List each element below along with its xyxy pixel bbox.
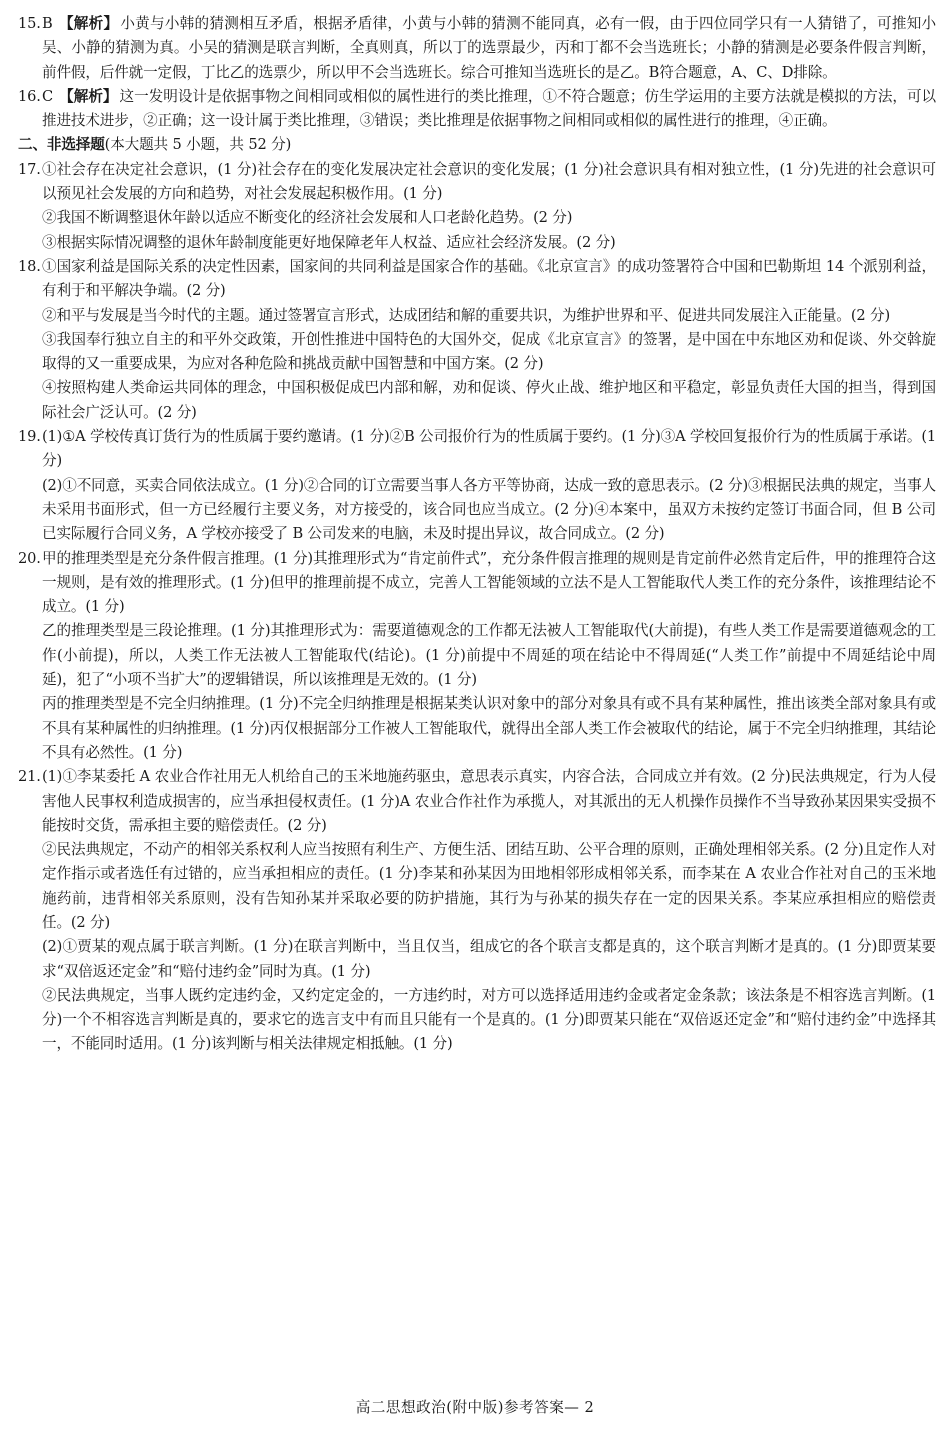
answer-content <box>18 12 936 1057</box>
answer-item-21 <box>18 765 936 1057</box>
answer-item-20 <box>18 547 936 766</box>
answer-item-15 <box>18 12 936 85</box>
item-number: 19. <box>18 428 41 446</box>
answer-item-18 <box>18 255 936 425</box>
item-number: 15. <box>18 15 41 32</box>
section-title: 二、非选择题 <box>18 136 105 154</box>
page-footer: 高二思想政治(附中版)参考答案— 2 <box>355 1399 595 1416</box>
answer-item-19 <box>18 425 936 546</box>
item-body <box>42 547 936 766</box>
answer-paragraph: ④按照构建人类命运共同体的理念，中国积极促成巴内部和解，劝和促谈、停火止战、维护地区和平稳定，彰显负责任大国的担当，得到国际社会广泛认可。(2 分) <box>42 379 936 421</box>
answer-paragraph: (2)①不同意，买卖合同依法成立。(1 分)②合同的订立需要当事人各方平等协商，达成一致的意思表示。(2 分)③根据民法典的规定，当事人未采用书面形式，但一方已经履行主要义务，对方接受的，该合同也应当成立。(2 分)④本案中，虽双方未按约定签订书面合同，但 B 公司已实际履行合同义务，A 学校亦接受了 B 公司发来的电脑，未及时提出异议，故合同成立。(2 分) <box>42 476 936 543</box>
item-body <box>42 425 936 546</box>
item-text <box>42 85 936 134</box>
analysis-text: 小黄与小韩的猜测相互矛盾，根据矛盾律，小黄与小韩的猜测不能同真，必有一假，由于四位同学只有一人猜错了，可推知小吴、小静的猜测为真。小吴的猜测是联言判断，全真则真，所以丁的选票最少，丙和丁都不会当选班长；小静的猜测是必要条件假言判断，前件假，后件就一定假，丁比乙的选票少，所以甲不会当选班长。综合可推知当选班长的是乙。B符合题意，A、C、D排除。 <box>42 15 936 81</box>
item-number: 18. <box>18 257 41 275</box>
analysis-tag: 【解析】 <box>58 15 119 32</box>
answer-paragraph: (2)①贾某的观点属于联言判断。(1 分)在联言判断中，当且仅当，组成它的各个联言支都是真的，这个联言判断才是真的。(1 分)即贾某要求“双倍返还定金”和“赔付违约金”同时为真。(1 分) <box>42 938 936 980</box>
item-body <box>42 158 936 255</box>
item-number: 21. <box>18 768 41 786</box>
answer-paragraph: ②我国不断调整退休年龄以适应不断变化的经济社会发展和人口老龄化趋势。(2 分) <box>42 209 573 227</box>
item-body <box>42 255 936 425</box>
item-text <box>42 12 936 85</box>
answer-paragraph: 甲的推理类型是充分条件假言推理。(1 分)其推理形式为“肯定前件式”，充分条件假言推理的规则是肯定前件必然肯定后件，甲的推理符合这一规则，是有效的推理形式。(1 分)但甲的推理前提不成立，完善人工智能领域的立法不是人工智能取代人类工作的充分条件，该推理结论不成立。(1 分) <box>42 549 936 616</box>
item-number: 20. <box>18 549 41 567</box>
answer-paragraph: (1)①A 学校传真订货行为的性质属于要约邀请。(1 分)②B 公司报价行为的性质属于要约。(1 分)③A 学校回复报价行为的性质属于承诺。(1 分) <box>42 428 936 470</box>
answer-item-17 <box>18 158 936 255</box>
item-number: 17. <box>18 160 41 178</box>
answer-paragraph: ①社会存在决定社会意识，(1 分)社会存在的变化发展决定社会意识的变化发展；(1 分)社会意识具有相对独立性，(1 分)先进的社会意识可以预见社会发展的方向和趋势，对社会发展起积极作用。(1 分) <box>42 160 936 203</box>
item-body <box>42 12 936 85</box>
answer-paragraph: ③根据实际情况调整的退休年龄制度能更好地保障老年人权益、适应社会经济发展。(2 分) <box>42 233 616 251</box>
answer-paragraph: ②民法典规定，当事人既约定违约金，又约定定金的，一方违约时，对方可以选择适用违约金或者定金条款；该法条是不相容选言判断。(1 分)一个不相容选言判断是真的，要求它的选言支中有而且只能有一个是真的。(1 分)即贾某只能在“双倍返还定金”和“赔付违约金”中选择其一，不能同时适用。(1 分)该判断与相关法律规定相抵触。(1 分) <box>42 986 936 1053</box>
answer-paragraph: ②民法典规定，不动产的相邻关系权利人应当按照有利生产、方便生活、团结互助、公平合理的原则，正确处理相邻关系。(2 分)且定作人对定作指示或者选任有过错的，应当承担相应的责任。(1 分)李某和孙某因为田地相邻形成相邻关系，而李某在 A 农业合作社对自己的玉米地施药前，违背相邻关系原则，没有告知孙某并采取必要的防护措施，其行为与孙某的损失存在一定的因果关系。李某应承担相应的赔偿责任。(2 分) <box>42 841 936 931</box>
answer-paragraph: ③我国奉行独立自主的和平外交政策，开创性推进中国特色的大国外交，促成《北京宣言》的签署，是中国在中东地区劝和促谈、外交斡旋取得的又一重要成果，为应对各种危险和挑战贡献中国智慧和中国方案。(2 分) <box>42 330 936 373</box>
answer-paragraph: (1)①李某委托 A 农业合作社用无人机给自己的玉米地施药驱虫，意思表示真实，内容合法，合同成立并有效。(2 分)民法典规定，行为人侵害他人民事权利造成损害的，应当承担侵权责任。(1 分)A 农业合作社作为承揽人，对其派出的无人机操作员操作不当导致孙某因果实受损不能按时交货，需承担主要的赔偿责任。(2 分) <box>42 768 936 834</box>
section-heading <box>18 133 936 157</box>
analysis-text: 这一发明设计是依据事物之间相同或相似的属性进行的类比推理，①不符合题意；仿生学运用的主要方法就是模拟的方法，可以推进技术进步，②正确；这一设计属于类比推理，③错误；类比推理是依据事物之间相同或相似的属性进行的推理，④正确。 <box>42 87 937 130</box>
section-note: (本大题共 5 小题，共 52 分) <box>104 136 292 154</box>
item-body <box>42 765 936 1057</box>
answer-paragraph: 丙的推理类型是不完全归纳推理。(1 分)不完全归纳推理是根据某类认识对象中的部分对象具有或不具有某种属性，推出该类全部对象具有或不具有某种属性的归纳推理。(1 分)丙仅根据部分工作被人工智能取代，就得出全部人类工作会被取代的结论，属于不完全归纳推理，其结论不具有必然性。(1 分) <box>42 695 936 761</box>
answer-paragraph: ①国家利益是国际关系的决定性因素，国家间的共同利益是国家合作的基础。《北京宣言》的成功签署符合中国和巴勒斯坦 14 个派别利益，有利于和平解决争端。(2 分) <box>42 257 936 300</box>
answer-paragraph: 乙的推理类型是三段论推理。(1 分)其推理形式为：需要道德观念的工作都无法被人工智能取代(大前提)，有些人类工作是需要道德观念的工作(小前提)，所以，人类工作无法被人工智能取代(结论)。(1 分)前提中不周延的项在结论中不得周延(“人类工作”前提中不周延结论中周延)，犯了“小项不当扩大”的逻辑错误，所以该推理是无效的。(1 分) <box>42 622 936 689</box>
answer-paragraph: ②和平与发展是当今时代的主题。通过签署宣言形式，达成团结和解的重要共识，为维护世界和平、促进共同发展注入正能量。(2 分) <box>42 306 891 324</box>
analysis-tag: 【解析】 <box>59 87 118 105</box>
item-answer: C <box>42 87 54 105</box>
answer-item-16 <box>18 85 936 134</box>
item-answer: B <box>42 15 53 32</box>
item-body <box>42 85 936 134</box>
item-number: 16. <box>18 87 41 105</box>
